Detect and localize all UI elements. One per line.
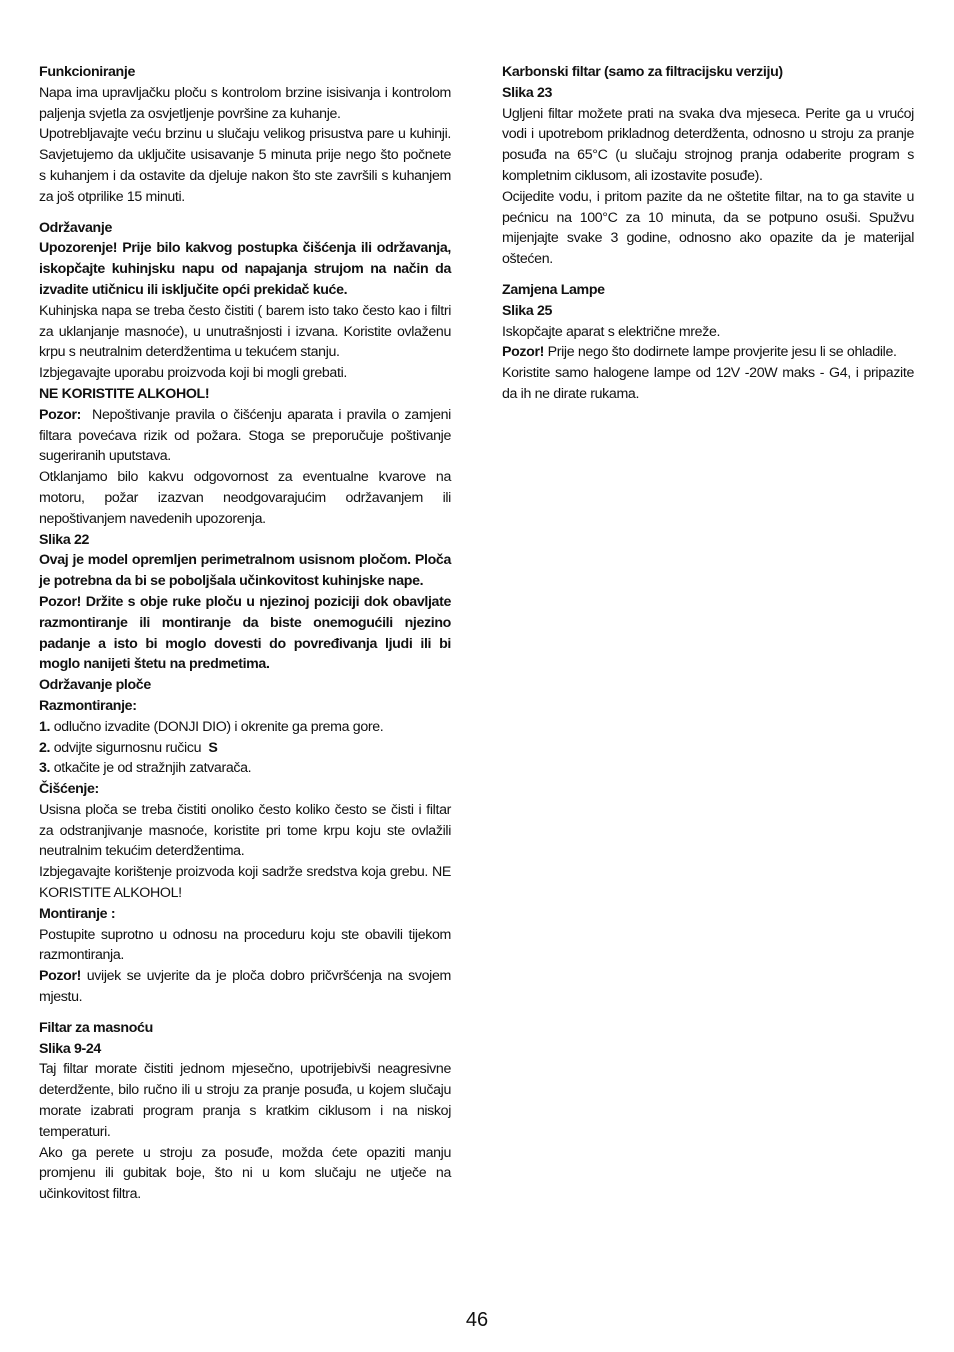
step-number: 2. <box>39 739 51 756</box>
step-item <box>39 717 451 738</box>
pozor-text: uvijek se uvjerite da je ploča dobro pričvršćenja na svojem mjestu. <box>39 968 451 1006</box>
left-column <box>39 62 451 1205</box>
subsection-title-odrzavanje-ploce: Održavanje ploče <box>39 677 151 694</box>
page-number: 46 <box>465 1309 489 1331</box>
paragraph: Izbjegavajte korištenje proizvoda koji sadrže sredstva koja grebu. NE KORISTITE ALKOHOL! <box>39 864 451 902</box>
paragraph: Taj filtar morate čistiti jednom mjesečno, upotrijebivši neagresivne deterdžente, bilo ručno ili u stroju za pranje posuđa, u kojem slučaju morate izabrati program pranja s kratkim ciklusom i na niskoj temperaturi. <box>39 1061 451 1140</box>
right-column <box>502 62 914 405</box>
paragraph: Usisna ploča se treba čistiti onoliko često koliko često se čisti i filtar za odstranjivanje masnoće, koristite pri tome krpu koju ste ovlažili neutralnim tekućim deterdžentima. <box>39 801 451 860</box>
subsection-title-ciscenje: Čišćenje: <box>39 781 99 798</box>
hands-warning: Pozor! Držite s obje ruke ploču u njezinoj poziciji dok obavljate razmontiranje ili montiranje da biste onemogućili njezino padanje a isto bi moglo dovesti do povređivanja ljudi ili bi moglo nanijeti štetu na predmetima. <box>39 593 451 673</box>
pozor-label: Pozor! <box>502 344 545 361</box>
paragraph: Kuhinjska napa se treba često čistiti ( barem isto tako često kao i filtri za uklanjanje masnoće), u unutrašnjosti i izvana. Koristite ovlaženu krpu s neutralnim deterdžentima u tekućem stanju. <box>39 302 451 361</box>
section-title-filtar: Filtar za masnoću <box>39 1019 153 1036</box>
step-text: odlučno izvadite (DONJI DIO) i okrenite ga prema gore. <box>53 718 384 735</box>
paragraph: Izbjegavajte uporabu proizvoda koji bi mogli grebati. <box>39 365 347 382</box>
step-number: 1. <box>39 718 51 735</box>
figure-reference: Slika 9-24 <box>39 1040 101 1057</box>
step-number: 3. <box>39 760 51 777</box>
section-title-karbonski-filtar: Karbonski filtar (samo za filtracijsku verziju) <box>502 64 783 80</box>
subsection-title-montiranje: Montiranje : <box>39 905 116 922</box>
section-title-zamjena-lampe: Zamjena Lampe <box>502 281 605 298</box>
subsection-title-razmontiranje: Razmontiranje: <box>39 697 137 714</box>
pozor-label: Pozor! <box>39 968 82 985</box>
section-title-funkcioniranje: Funkcioniranje <box>39 64 136 80</box>
paragraph: Otklanjamo bilo kakvu odgovornost za eventualne kvarove na motoru, požar izazvan neodgovarajućim održavanjem ili nepoštivanjem navedenih upozorenja. <box>39 469 451 527</box>
paragraph: Postupite suprotno u odnosu na proceduru koju ste obavili tijekom razmontiranja. <box>39 926 451 964</box>
paragraph: Ocijedite vodu, i pritom pazite da ne oštetite filtar, na to ga stavite u pećnicu na 100°C za 10 minuta, da se potpuno osuši. Spužvu mijenjajte svake 3 godine, odnosno ako opazite da je materijal oštećen. <box>502 188 914 268</box>
pozor-text: Nepoštivanje pravila o čišćenju aparata i pravila o zamjeni filtara povećava rizik od požara. Stoga se preporučuje poštivanje sugeriranih uputstava. <box>39 406 451 465</box>
paragraph: Napa ima upravljačku ploču s kontrolom brzine isisivanja i kontrolom paljenja svjetla za osvjetljenje površine za kuhanje. <box>39 84 451 122</box>
pozor-paragraph <box>39 966 451 1008</box>
step-bold-letter: S <box>208 739 218 756</box>
pozor-paragraph <box>39 405 451 467</box>
alcohol-warning: NE KORISTITE ALKOHOL! <box>39 385 210 402</box>
step-text: otkačite je od stražnjih zatvarača. <box>53 760 252 777</box>
figure-reference: Slika 22 <box>39 531 90 548</box>
paragraph: Ugljeni filtar možete prati na svaka dva mjeseca. Perite ga u vrućoj vodi i upotrebom prikladnog deterdženta, odnosno u stroju za pranje posuđa na 65°C (u slučaju strojnog pranja odaberite program s kompletnim ciklusom, ali izostavite posuđe). <box>502 105 914 184</box>
section-title-odrzavanje: Održavanje <box>39 219 112 236</box>
model-paragraph: Ovaj je model opremljen perimetralnom usisnom pločom. Ploča je potrebna da bi se poboljšala učinkovitost kuhinjske nape. <box>39 552 451 590</box>
figure-reference: Slika 23 <box>502 84 553 101</box>
figure-reference: Slika 25 <box>502 302 553 319</box>
pozor-label: Pozor: <box>39 406 82 423</box>
warning-paragraph: Upozorenje! Prije bilo kakvog postupka čišćenja ili održavanja, iskopčajte kuhinjsku napu od napajanja strujom na način da izvadite utičnicu ili isključite opći prekidač kuće. <box>39 240 451 298</box>
pozor-text: Prije nego što dodirnete lampe provjerite jesu li se ohladile. <box>547 344 897 361</box>
step-text: odvijte sigurnosnu ručicu <box>53 739 202 756</box>
pozor-paragraph <box>502 342 914 363</box>
step-item <box>39 738 451 759</box>
paragraph: Upotrebljavajte veću brzinu u slučaju velikog prisustva pare u kuhinji. Savjetujemo da uključite usisavanje 5 minuta prije nego što počnete s kuhanjem i da ostavite da djeluje nakon što ste završili s kuhanjem za još otprilike 15 minuti. <box>39 126 451 205</box>
paragraph: Iskopčajte aparat s električne mreže. <box>502 323 721 340</box>
paragraph: Koristite samo halogene lampe od 12V -20W maks - G4, i pripazite da ih ne dirate rukama. <box>502 365 914 402</box>
step-item <box>39 758 451 779</box>
paragraph: Ako ga perete u stroju za posuđe, možda ćete opaziti manju promjenu ili gubitak boje, što ni u kom slučaju ne utječe na učinkovitost filtra. <box>39 1144 451 1203</box>
